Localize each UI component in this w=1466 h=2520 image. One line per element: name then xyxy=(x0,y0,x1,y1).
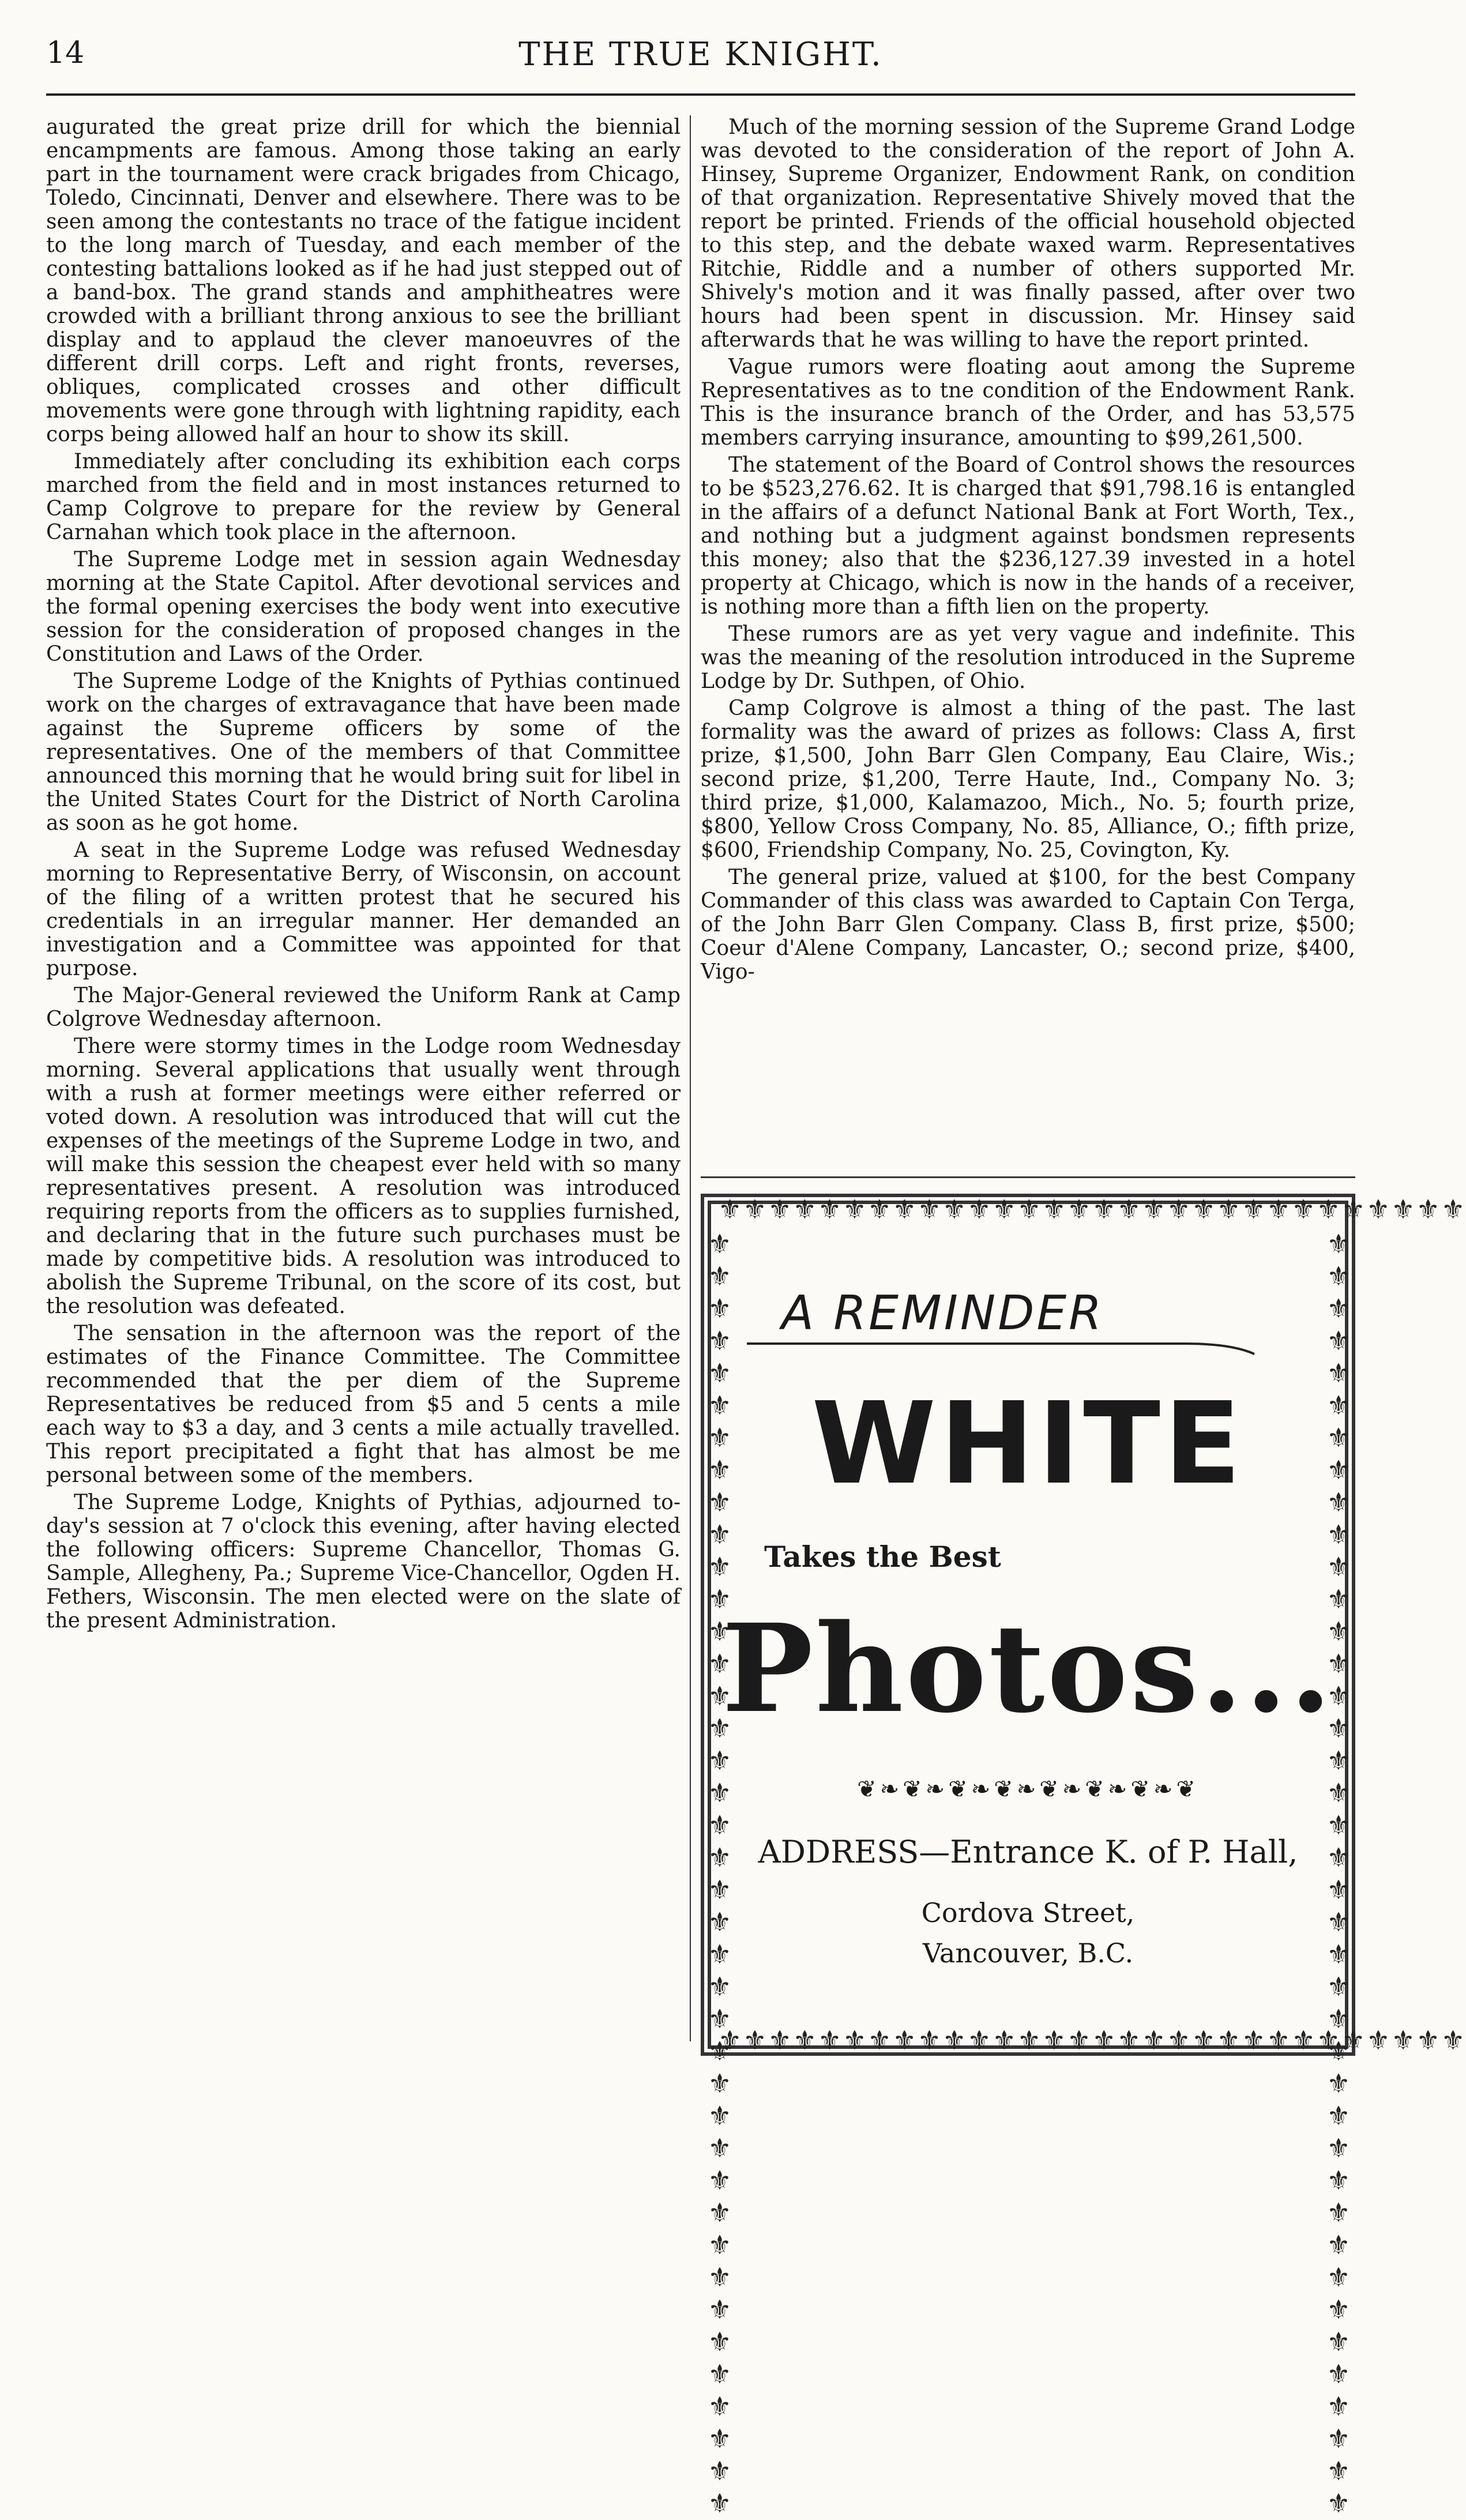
photographer-advertisement xyxy=(701,1194,1466,2520)
article-paragraph: The Supreme Lodge, Knights of Pythias, adjourned to-day's session at 7 o'clock this evening, after having elected the following officers: Supreme Chancellor, Thomas G. Sample, Allegheny, Pa.; Supreme Vice-Chancellor, Ogden H. Fethers, Wisconsin. The men elected were on the slate of the present Administration. xyxy=(46,1491,681,1633)
article-paragraph: The general prize, valued at $100, for the best Company Commander of this class was awarded to Captain Con Terga, of the John Barr Glen Company. Class B, first prize, $500; Coeur d'Alene Company, Lancaster, O.; second prize, $400, Vigo- xyxy=(701,866,1355,984)
left-column xyxy=(46,115,681,1636)
article-paragraph: The statement of the Board of Control shows the resources to be $523,276.62. It is charged that $91,798.16 is entangled in the affairs of a defunct National Bank at Fort Worth, Tex., and nothing but a judgment against bondsmen represents this money; also that the $236,127.39 invested in a hotel property at Chicago, which is now in the hands of a receiver, is nothing more than a fifth lien on the property. xyxy=(701,453,1355,619)
article-paragraph: The Major-General reviewed the Uniform Rank at Camp Colgrove Wednesday afternoon. xyxy=(46,984,681,1031)
page-header xyxy=(46,36,1355,96)
fleur-de-lis-border-icon: ⚜⚜⚜⚜⚜⚜⚜⚜⚜⚜⚜⚜⚜⚜⚜⚜⚜⚜⚜⚜⚜⚜⚜⚜⚜⚜⚜⚜⚜⚜ xyxy=(718,1194,1466,1225)
ornament-divider: ❦❧❦❧❦❧❦❧❦❧❦❧❦❧❦ xyxy=(857,1776,1199,1803)
fleur-de-lis-border-icon: ⚜⚜⚜⚜⚜⚜⚜⚜⚜⚜⚜⚜⚜⚜⚜⚜⚜⚜⚜⚜⚜⚜⚜⚜⚜⚜⚜⚜⚜⚜ xyxy=(718,2025,1466,2056)
article-paragraph: These rumors are as yet very vague and indefinite. This was the meaning of the resolution introduced in the Supreme Lodge by Dr. Suthpen, of Ohio. xyxy=(701,622,1355,693)
ad-city: Vancouver, B.C. xyxy=(922,1938,1134,1969)
ad-product: Photos... xyxy=(721,1597,1335,1740)
swoosh-underline xyxy=(747,1332,1254,1355)
article-paragraph: The sensation in the afternoon was the report of the estimates of the Finance Committee. The Committee recommended that the per diem of the Supreme Representatives be reduced from $5 and 5 cents a mile each way to $3 a day, and 3 cents a mile actually travelled. This report precipitated a fight that has almost be me personal between some of the members. xyxy=(46,1322,681,1487)
ad-reminder-heading: A REMINDER xyxy=(781,1286,1104,1341)
ad-address: ADDRESS—Entrance K. of P. Hall, xyxy=(758,1834,1298,1870)
fleur-de-lis-border-icon: ⚜⚜⚜⚜⚜⚜⚜⚜⚜⚜⚜⚜⚜⚜⚜⚜⚜⚜⚜⚜⚜⚜⚜⚜⚜⚜⚜⚜⚜⚜⚜⚜⚜⚜⚜⚜⚜⚜⚜⚜ xyxy=(1323,1228,1354,2520)
fleur-de-lis-border-icon: ⚜⚜⚜⚜⚜⚜⚜⚜⚜⚜⚜⚜⚜⚜⚜⚜⚜⚜⚜⚜⚜⚜⚜⚜⚜⚜⚜⚜⚜⚜⚜⚜⚜⚜⚜⚜⚜⚜⚜⚜ xyxy=(704,1228,735,2520)
article-paragraph: The Supreme Lodge of the Knights of Pythias continued work on the charges of extravagance that have been made against the Supreme officers by some of the representatives. One of the members of that Committee announced this morning that he would bring suit for libel in the United States Court for the District of North Carolina as soon as he got home. xyxy=(46,670,681,835)
ad-tagline: Takes the Best xyxy=(764,1540,1001,1574)
article-end-rule xyxy=(701,1176,1355,1178)
article-paragraph: Much of the morning session of the Supreme Grand Lodge was devoted to the consideration of the report of John A. Hinsey, Supreme Organizer, Endowment Rank, on condition of that organization. Representative Shively moved that the report be printed. Friends of the official household objected to this step, and the debate waxed warm. Representatives Ritchie, Riddle and a number of others supported Mr. Shively's motion and it was finally passed, after over two hours had been spent in discussion. Mr. Hinsey said afterwards that he was willing to have the report printed. xyxy=(701,115,1355,352)
article-paragraph: augurated the great prize drill for which the biennial encampments are famous. Among those taking an early part in the tournament were crack brigades from Chicago, Toledo, Cincinnati, Denver and elsewhere. There was to be seen among the contestants no trace of the fatigue incident to the long march of Tuesday, and each member of the contesting battalions looked as if he had just stepped out of a band-box. The grand stands and amphitheatres were crowded with a brilliant throng anxious to see the brilliant display and to applaud the clever manoeuvres of the different drill corps. Left and right fronts, reverses, obliques, complicated crosses and other difficult movements were gone through with lightning rapidity, each corps being allowed half an hour to show its skill. xyxy=(46,115,681,446)
ad-street: Cordova Street, xyxy=(921,1897,1135,1928)
page-number: 14 xyxy=(46,36,85,70)
publication-title: THE TRUE KNIGHT. xyxy=(518,36,883,73)
article-paragraph: There were stormy times in the Lodge room Wednesday morning. Several applications that usually went through with a rush at former meetings were either referred or voted down. A resolution was introduced that will cut the expenses of the meetings of the Supreme Lodge in two, and will make this session the cheapest ever held with so many representatives present. A resolution was introduced requiring reports from the officers as to supplies furnished, and declaring that in the future such purchases must be made by competitive bids. A resolution was introduced to abolish the Supreme Tribunal, on the score of its cost, but the resolution was defeated. xyxy=(46,1035,681,1318)
article-paragraph: Immediately after concluding its exhibition each corps marched from the field and in most instances returned to Camp Colgrove to prepare for the review by General Carnahan which took place in the afternoon. xyxy=(46,450,681,544)
article-paragraph: Vague rumors were floating aout among the Supreme Representatives as to tne condition of the Endowment Rank. This is the insurance branch of the Order, and has 53,575 members carrying insurance, amounting to $99,261,500. xyxy=(701,355,1355,450)
right-column xyxy=(701,115,1355,987)
article-paragraph: The Supreme Lodge met in session again Wednesday morning at the State Capitol. After devotional services and the formal opening exercises the body went into executive session for the consideration of proposed changes in the Constitution and Laws of the Order. xyxy=(46,548,681,666)
column-divider xyxy=(690,115,691,2041)
ad-studio-name: WHITE xyxy=(811,1378,1245,1510)
article-paragraph: A seat in the Supreme Lodge was refused Wednesday morning to Representative Berry, of Wisconsin, on account of the filing of a written protest that he secured his credentials in an irregular manner. Her demanded an investigation and a Committee was appointed for that purpose. xyxy=(46,838,681,980)
article-paragraph: Camp Colgrove is almost a thing of the past. The last formality was the award of prizes as follows: Class A, first prize, $1,500, John Barr Glen Company, Eau Claire, Wis.; second prize, $1,200, Terre Haute, Ind., Company No. 3; third prize, $1,000, Kalamazoo, Mich., No. 5; fourth prize, $800, Yellow Cross Company, No. 85, Alliance, O.; fifth prize, $600, Friendship Company, No. 25, Covington, Ky. xyxy=(701,697,1355,862)
